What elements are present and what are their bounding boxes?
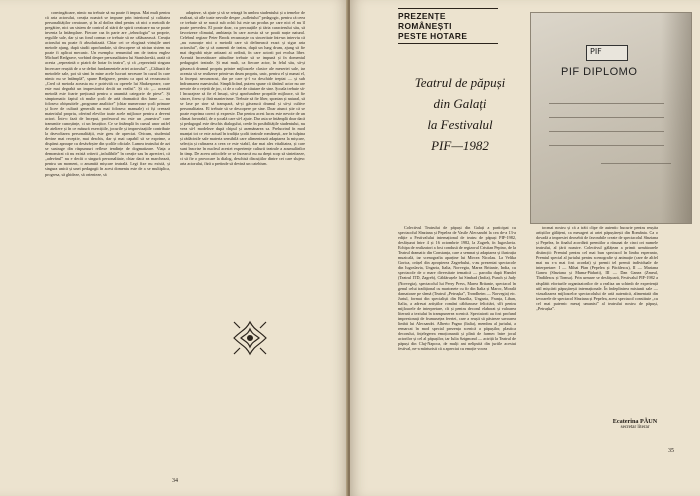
right-column-1-text: Colectivul Teatrului de păpuși din Galați a participat cu spectacolul Sînziana și Pepelea de Vasile Alecsandri la cea de-a 13-a ediție a Festivalului internațional de teatru de păpuși PIF-1982, desfășurat între 4 și 16 octombrie 1982, la Zagreb, în Iugoslavia. Echipa de realizatori a fost condusă de regizorul Cristian Pepino, de la Teatrul dramatic din Constanța, care a semnat și adaptarea și ilustrația muzicală, iar scenografia aparține lui Mircea Nicolau. La Velika Gorica, orășel din apropierea Zagrebului, s-au prezentat spectacole din Iugoslavia, Ungaria, Italia, Norvegia, Marea Britanie, India, cu spectacole de o mare diversitate tematică — parodia după Hamlet (Teatrul ITD, Zagreb), Căldărușele lui Simbad (India), Punch și Judy (Norvegia), spectacolul lui Perry Press, Marea Britanie, spectacol în genul celui tradițional cu marionete cu fir din Italia și Maroc, Morală dansatoare pe sîrmă (Teatrul „Petrușka”, Trondheim — Norvegia) etc. Juriul, format din specialiști din Brazilia, Ungaria, Franța, Liban, Italia, a adresat artiștilor români călduroase felicitări, sîft pentru mijloacele de interpretare, cît și pentru decorul elaborat și valoarea literară a textului în transpunerea scenică. Spectatorii au fost profund impresionați de frumusețea feeriei, care a reușit să păstreze savoarea limbii lui Alecsandri. Alberto Pagno (Italia), membru al juriului, a remarcat în mod special prezența scenică a păpușilor, plastica decorului, înțelegerea emoționantă și plină de farmec între jocul actorilor și cel al păpușilor, iar Iulia Szigmond — actriță la Teatrul de păpuși din Cluj-Napoca, de mulți ani nelipsită din juriile acestui festival, ne-a mărturisit că a apreciat cu emoție vocea — [398, 225, 516, 352]
right-page-number: 35 — [668, 448, 674, 454]
left-column-1-text: convingătoare, nimic nu trebuie să nu poate fi impus. Mai mult pentru că arta actorului, creația noastră se impune prin interiorul și calitatea personalităților creatoare, și în al doilea rând pentru că nici o metodă de pregătire, nici un sistem de control al stării de spirit creatoare nu se poate inventa la întâmplare. Fiecare caz în parte are „tehnologia” sa proprie, regulile sale, dar și un fond comun ce trebuie să ne călăuzească. Creația actorului nu poate fi absolutizată. Chiar cei ce elogiază virtuțile unei metode ajung, după studii aprofundate, să descopere că niciun sistem nu poate fi aplicat mecanic. Un exemplu: renumitul om de teatru englez Michael Redgrave, vorbind despre personalitatea lui Stanislavski, arată că acesta „reprezintă o piatră de hotar în teatru”, și că „reprezintă singura încercare reușită de a se defini fundamentele artei actorului”. „Călăuzit de metodele sale, pot să simt în mine acele lucruri necesare în cazul în care nimic nu se întâmplă”, spune Redgrave, pentru ca apoi să recunoască: „Cred că metoda aceasta nu e potrivită cu operele lui Shakespeare, care este mai degrabă un impresionist decât un realist”. Și că: „... această metodă este foarte prețioasă pentru o anumită categorie de piese”. Și simptomatic faptul că multe școli de artă dramatică din lume — nu folosesc obișnuitele „programe analitice” (chiar numeroase școli primare și licee de cultură generală nu mai folosesc manuale) ci își creează materialul propriu, oferind elevilor toate acele mijloace pentru a deveni actori. Într-o fază de început, profesorul nu este un „maestru” care transmite cunoștințe, ci un însoțitor. Ce se întâmplă în cursul unor astfel de ateliere și în ce măsură exercițiile, jocurile și improvizațiile contribuie la dezvoltarea personalității, este greu de apreciat. Oricum, studentul devine mai receptiv, mai deschis, dar și mai capabil să se exprime, a dispărut aproape cu desăvârșire din școlile oficiale. Lumea teatrului de azi se sustrage din răspunsuri reflexe tendințe de dogmatizare. Viața a demonstrat că nu există criterii „infailibile” în creație sau în aprecieri, că „adevărul” nu e decât o singură personalitate, chiar dacă ea marchează, pentru un moment, o anumită mișcare teatrală. Legi fixe nu există, și singura unică și unei pedagogii în acest domeniu este de a se multiplica, progresa, să ghideze, să orienteze, să — [45, 10, 170, 177]
author-role: secretar literar — [620, 425, 650, 430]
diploma-caption: PIF DIPLOMO — [561, 66, 638, 78]
author-name: Ecaterina PĂUN — [612, 418, 658, 425]
right-text-column-2 — [536, 225, 658, 405]
left-page-number: 34 — [172, 478, 178, 484]
title-line: PIF—1982 — [431, 138, 489, 153]
section-heading-line-2: PESTE HOTARE — [398, 31, 468, 41]
author-signature — [590, 418, 680, 430]
diploma-line — [549, 103, 664, 104]
diploma-line — [549, 145, 664, 146]
section-heading — [398, 6, 498, 46]
right-page — [350, 0, 700, 496]
left-text-column-2 — [180, 10, 305, 310]
diploma-line — [549, 117, 664, 118]
title-line: Teatrul de păpuși — [414, 75, 506, 90]
article-title — [405, 72, 515, 156]
title-line: la Festivalul — [427, 117, 493, 132]
diploma-photo — [530, 12, 692, 224]
left-column-2-text: adapteze, să ajute și să se retragă în umbra studentului și a temelor de realizat, să afle toate nevoile despre „sufletului” pedagogic, pentru că ceea ce trebuie să se nască sub ochii lui este un produs pe care nici el nu îl poate prevedea. El poate doar, cu precauțiile și tăria caracterului său, să favorizeze climatul, ambianța în care acesta să se poată naște natural. Celebrul regizor Peter Brook recunoaște cu sinceritate într-un interviu că „nu cunoaște nici o metodă care să definească exact și sigur arta actorului”, dar și că oamenii de teatru, după un lung drum, ajung să fie mai degrabă niște artizani ai ordinii, în care actorii pot evolua liber. Această încrezătoare atitudine trebuie să se impună și în domeniul pedagogiei teatrale. Și mai mult, ca fiecare actor, în felul său, să-și găsească drumul propriu printre mijloacele clasice ale meseriei sale, iar aceasta să se realizeze printr-un drum propriu, unic, pentru el și numai el, la început necunoscut, dar pe care și-l va deschide treptat — și sub îndrumarea maestrului. Simplificând, putem spune că tânărul actor nu are nevoie de o rețetă de joc, ci de o cale de căutare de sine. Școala trebuie să-l încurajeze să fie el însuși, să-și aprofundeze propriile mijloace, să fie sincer, firesc și fără manierisme. Trebuie să fie liber, spontan și natural, să se lase pe sine să transpară, să-și găsească drumul și să-și cultive personalitatea. El trebuie să se descopere pe sine. Doar atunci știe că se poate exprima corect și expresiv. Dar pentru acest lucru este nevoie de un climat favorabil, de o școală care să-l ajute. Dar asta se întâmplă doar dacă și pedagogul este deschis dialogului, crede în posibilitățile studentului, nu vrea să-l modeleze după chipul și asemănarea sa. Prelucrind în mod nuanțat tot ce este actual în tradiția școlii teatrale românești, are în tulpina și rădăcinile sale materia sensibilă care alimentează adaptarea la mișcare, selecția și rafinarea a ceea ce este viabil, dar mai ales vitalitatea, și care sunt înscrise în nucleul acestei experiențe culturii teatrale a acumulărilor în timp. De aceea articolele ce se încearcă nu au drept scop să sintetizeze, ci să fie o provocare la dialog, deschisă discuțiilor dintre cei care slujesc arta actorului, fără a pretinde să devină un catehism. — [180, 10, 305, 167]
left-text-column-1 — [45, 10, 170, 420]
diploma-line — [549, 131, 664, 132]
section-heading-line-1: PREZENȚE ROMÂNEȘTI — [398, 11, 452, 31]
title-line: din Galați — [433, 96, 487, 111]
pif-logo-text: PIF — [590, 47, 602, 56]
ornament-icon — [230, 318, 270, 358]
left-page — [0, 0, 348, 496]
right-column-2-text: tocmai nostru și că a trăit clipe de autentic bucurie pentru reușita artiștilor gălățeni, ca mesageri ai artei păpușărești din România. Ca o dovadă a impresiei deosebit de favorabile create de spectacolul Sînziana și Pepelea, în finalul acordării premiilor a răsunat de cinci ori numele teatrului, al țării noastre. Colectivul gălățean a primit următoarele distincții: Premiul pentru cel mai bun spectacol în limba esperanto, Premiul special al juriului pentru scenografie și animație (care de altfel mai nu s-a mai fost acordat) și premii tel premii individuale de interpretare: I — Mihai Pîan (Pepelea și Păcălescu), II — Mariana Ganea (Sînziana și Muma-Pădurii), III — Dan Ganea (Zmeul, Tîndălescu și Tomsa). Prin urmare se desfășoară, Festivalul PIF-1982 a răsplătit eforturile organizatorilor de a realiza un schimb de experiență util mișcării păpușărești internaționale. În îndeplinirea misiunii sale — vizualizarea mijloacelor spectacolului de artă autentică, alimentată din izvoarele de spectacol Sînziana și Pepelea, acest spectacol constituie „cu cel mai puternic mesaj umanist” al teatrului nostru de păpuși, „Petrușka”. — [536, 225, 658, 311]
right-text-column-1 — [398, 225, 516, 465]
